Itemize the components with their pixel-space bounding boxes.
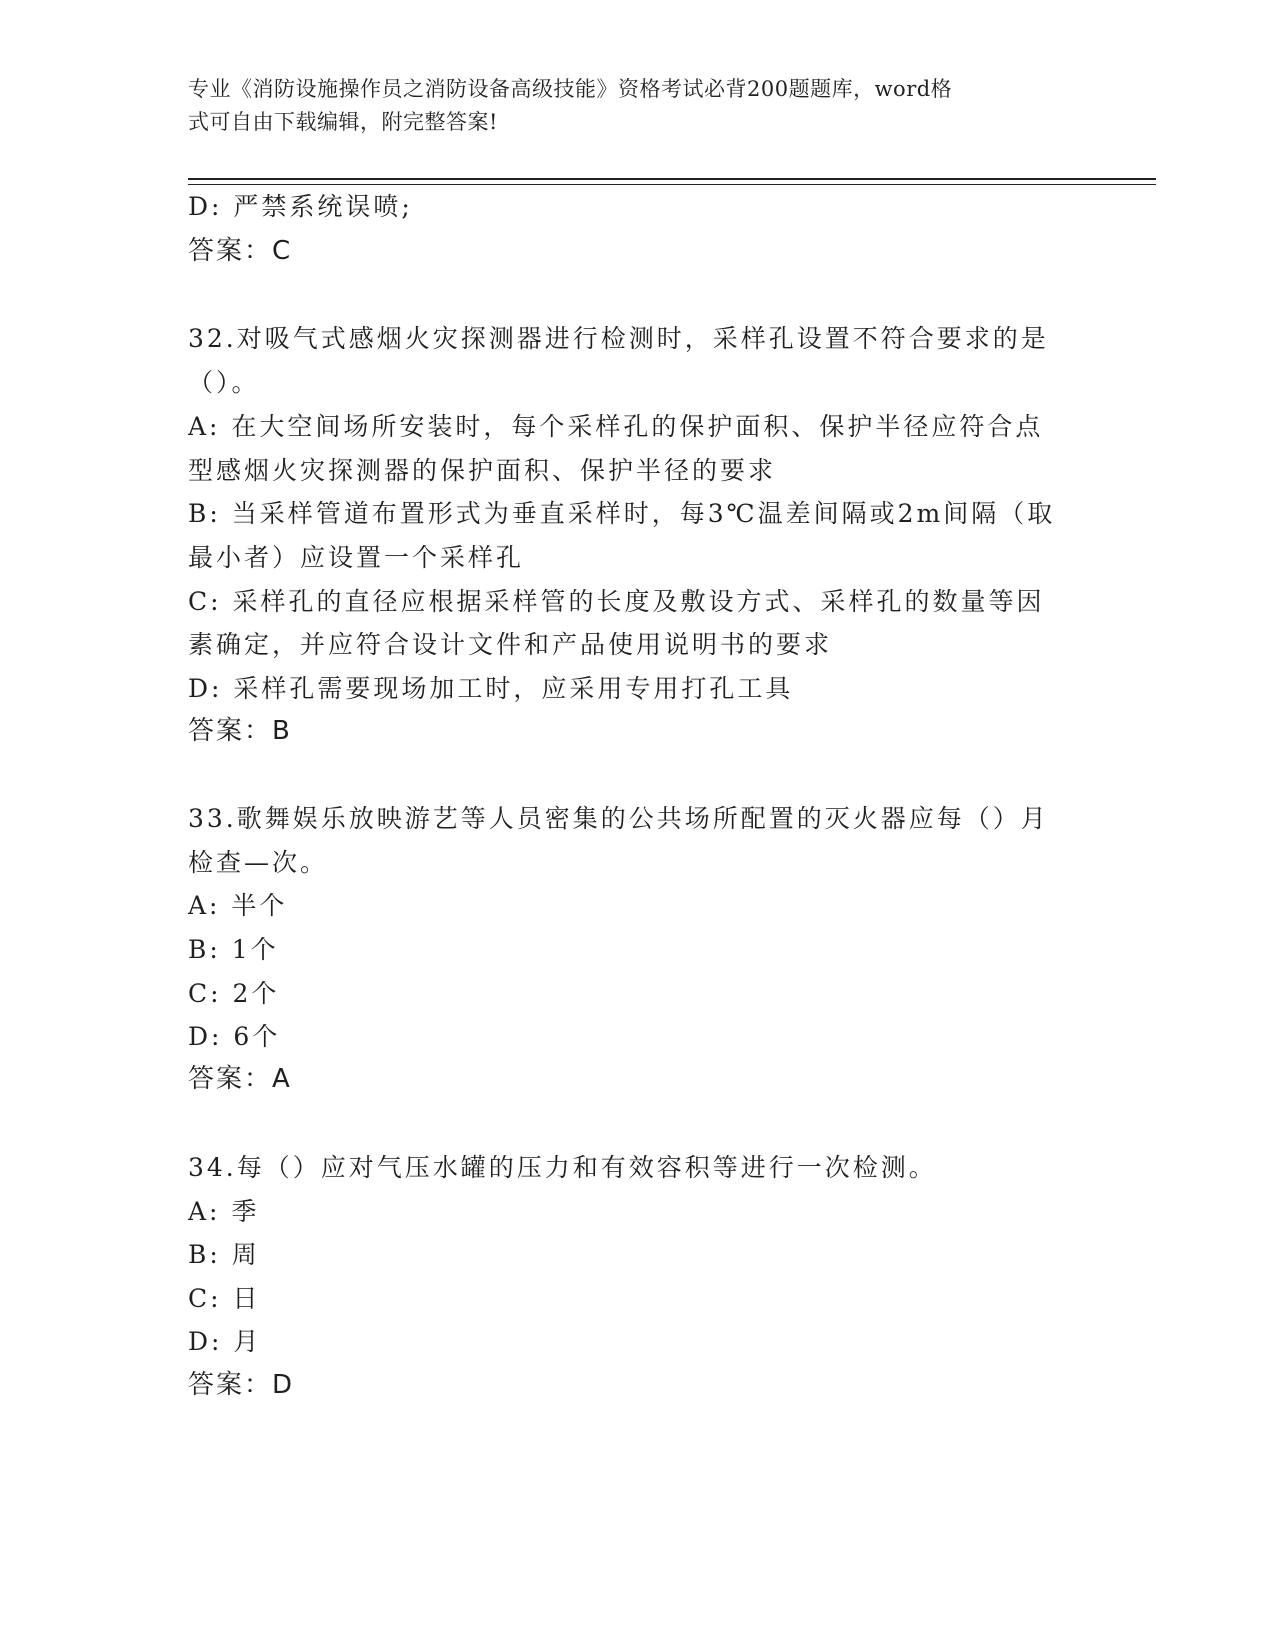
header-rule-thick (188, 178, 1156, 180)
q33-option-c: C: 2个 (188, 979, 280, 1008)
q34-option-d: D: 月 (188, 1327, 262, 1356)
q32-option-b-line-1: B: 当采样管道布置形式为垂直采样时，每3℃温差间隔或2m间隔（取 (188, 499, 1056, 528)
document-header (188, 73, 1068, 139)
q34-option-c: C: 日 (188, 1284, 261, 1313)
q34-option-b: B: 周 (188, 1240, 260, 1269)
q34-answer: 答案：D (188, 1370, 295, 1400)
q33-answer: 答案：A (188, 1064, 292, 1094)
q33-option-b: B: 1个 (188, 935, 279, 964)
q33-stem-line-2: 检查—次。 (188, 848, 329, 877)
header-line-2: 式可自由下载编辑，附完整答案! (188, 110, 498, 134)
q33-option-a: A: 半个 (188, 891, 288, 920)
q33-stem-line-1: 33.歌舞娱乐放映游艺等人员密集的公共场所配置的灭火器应每（）月 (188, 804, 1049, 833)
q32-option-d: D: 采样孔需要现场加工时，应采用专用打孔工具 (188, 674, 794, 703)
q32-option-a-line-2: 型感烟火灾探测器的保护面积、保护半径的要求 (188, 456, 777, 485)
q32-option-c-line-1: C: 采样孔的直径应根据采样管的长度及敷设方式、采样孔的数量等因 (188, 587, 1045, 616)
prev-answer: 答案：C (188, 236, 293, 266)
header-rule-thin (188, 184, 1156, 185)
q34-option-a: A: 季 (188, 1197, 260, 1226)
q32-option-a-line-1: A: 在大空间场所安装时，每个采样孔的保护面积、保护半径应符合点 (188, 412, 1044, 441)
q33-option-d: D: 6个 (188, 1022, 281, 1051)
q32-option-c-line-2: 素确定，并应符合设计文件和产品使用说明书的要求 (188, 630, 833, 659)
q32-option-b-line-2: 最小者）应设置一个采样孔 (188, 543, 525, 572)
prev-option-d: D: 严禁系统误喷; (188, 192, 413, 221)
q32-stem-line-1: 32.对吸气式感烟火灾探测器进行检测时，采样孔设置不符合要求的是 (188, 324, 1049, 353)
q32-stem-line-2: （）。 (188, 368, 260, 397)
q32-answer: 答案：B (188, 716, 292, 746)
header-line-1: 专业《消防设施操作员之消防设备高级技能》资格考试必背200题题库，word格 (188, 77, 953, 101)
q34-stem: 34.每（）应对气压水罐的压力和有效容积等进行一次检测。 (188, 1153, 937, 1182)
